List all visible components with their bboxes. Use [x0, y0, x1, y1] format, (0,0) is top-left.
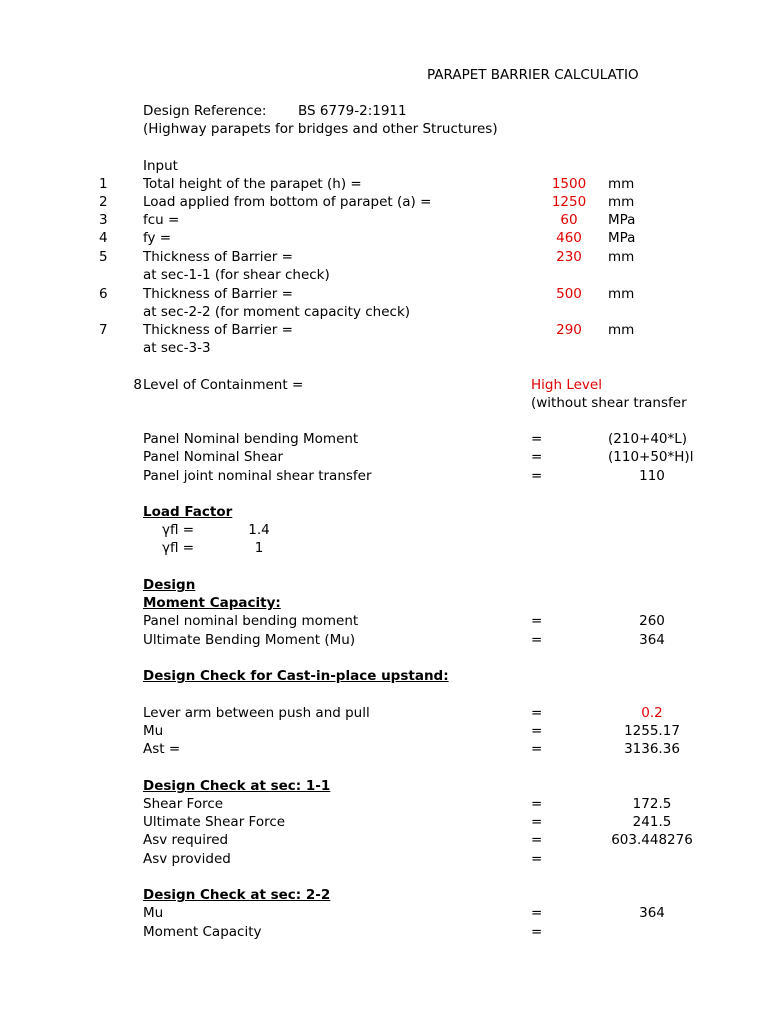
upstand-row-label: Mu — [143, 723, 164, 739]
sec11-row-equals: = — [531, 851, 543, 867]
input-row-value: 290 — [556, 322, 582, 338]
sec11-row-value: 241.5 — [632, 814, 672, 830]
input-row-number: 7 — [99, 322, 108, 338]
design-row-value: 260 — [639, 613, 665, 629]
input-row-unit: mm — [608, 286, 635, 302]
sec22-row-equals: = — [531, 905, 543, 921]
input-row-value: 460 — [556, 230, 582, 246]
design-reference-label: Design Reference: — [143, 103, 267, 119]
sec22-row-value: 364 — [639, 905, 665, 921]
sec22-row-label: Moment Capacity — [143, 924, 262, 940]
upstand-row-label: Lever arm between push and pull — [143, 705, 370, 721]
input-row-label: Thickness of Barrier = — [143, 322, 293, 338]
sec22-heading: Design Check at sec: 2-2 — [143, 887, 331, 903]
panel-row-label: Panel joint nominal shear transfer — [143, 468, 372, 484]
input-row-value: 1500 — [551, 176, 587, 192]
design-reference-note: (Highway parapets for bridges and other Structures) — [143, 121, 498, 137]
sec11-row-equals: = — [531, 796, 543, 812]
load-factor-label: γfl = — [162, 522, 195, 538]
moment-capacity-heading: Moment Capacity: — [143, 595, 281, 611]
sec11-row-equals: = — [531, 832, 543, 848]
input-row-label: Load applied from bottom of parapet (a) = — [143, 194, 432, 210]
input-row-label: fcu = — [143, 212, 180, 228]
design-row-value: 364 — [639, 632, 665, 648]
input-row-label: Thickness of Barrier = — [143, 249, 293, 265]
load-factor-value: 1.4 — [248, 522, 270, 538]
sec11-row-label: Shear Force — [143, 796, 224, 812]
upstand-row-equals: = — [531, 705, 543, 721]
input-row-value: 230 — [556, 249, 582, 265]
input-row-unit: MPa — [608, 230, 636, 246]
input-row-number: 3 — [99, 212, 108, 228]
input-row-number: 2 — [99, 194, 108, 210]
design-row-label: Ultimate Bending Moment (Mu) — [143, 632, 356, 648]
input-row-sublabel: at sec-2-2 (for moment capacity check) — [143, 304, 411, 320]
load-factor-value: 1 — [254, 540, 264, 556]
page-title: PARAPET BARRIER CALCULATIO — [427, 67, 639, 83]
input-row-sublabel: at sec-3-3 — [143, 340, 211, 356]
design-row-equals: = — [531, 632, 543, 648]
containment-label: Level of Containment = — [143, 377, 304, 393]
sec11-heading: Design Check at sec: 1-1 — [143, 778, 331, 794]
panel-row-equals: = — [531, 431, 543, 447]
input-row-label: fy = — [143, 230, 172, 246]
sec11-row-equals: = — [531, 814, 543, 830]
input-row-value: 60 — [560, 212, 578, 228]
input-row-label: Thickness of Barrier = — [143, 286, 293, 302]
input-row-unit: mm — [608, 176, 635, 192]
upstand-row-equals: = — [531, 723, 543, 739]
sec11-row-value: 172.5 — [632, 796, 672, 812]
input-row-unit: MPa — [608, 212, 636, 228]
sec11-row-label: Ultimate Shear Force — [143, 814, 286, 830]
containment-number: 8 — [133, 377, 142, 393]
load-factor-heading: Load Factor — [143, 504, 233, 520]
panel-row-value: (210+40*L) — [608, 431, 688, 447]
input-row-number: 6 — [99, 286, 108, 302]
panel-row-equals: = — [531, 449, 543, 465]
input-row-label: Total height of the parapet (h) = — [143, 176, 362, 192]
upstand-row-equals: = — [531, 741, 543, 757]
sec11-row-label: Asv provided — [143, 851, 231, 867]
input-row-value: 500 — [556, 286, 582, 302]
input-row-unit: mm — [608, 249, 635, 265]
load-factor-label: γfl = — [162, 540, 195, 556]
input-row-unit: mm — [608, 194, 635, 210]
panel-row-equals: = — [531, 468, 543, 484]
input-row-value: 1250 — [551, 194, 587, 210]
input-row-number: 1 — [99, 176, 108, 192]
upstand-row-value: 3136.36 — [624, 741, 680, 757]
panel-row-label: Panel Nominal bending Moment — [143, 431, 359, 447]
design-row-equals: = — [531, 613, 543, 629]
input-row-number: 5 — [99, 249, 108, 265]
design-row-label: Panel nominal bending moment — [143, 613, 359, 629]
sec11-row-label: Asv required — [143, 832, 229, 848]
sec22-row-equals: = — [531, 924, 543, 940]
sec11-row-value: 603.448276 — [611, 832, 693, 848]
upstand-row-label: Ast = — [143, 741, 181, 757]
panel-row-value: (110+50*H)l — [608, 449, 694, 465]
containment-note: (without shear transfer — [531, 395, 687, 411]
upstand-heading: Design Check for Cast-in-place upstand: — [143, 668, 449, 684]
design-reference-value: BS 6779-2:1911 — [298, 103, 407, 119]
containment-value: High Level — [531, 377, 602, 393]
input-row-number: 4 — [99, 230, 108, 246]
design-heading: Design — [143, 577, 196, 593]
upstand-row-value: 0.2 — [641, 705, 663, 721]
input-row-unit: mm — [608, 322, 635, 338]
input-row-sublabel: at sec-1-1 (for shear check) — [143, 267, 330, 283]
panel-row-value: 110 — [639, 468, 665, 484]
upstand-row-value: 1255.17 — [624, 723, 680, 739]
sec22-row-label: Mu — [143, 905, 164, 921]
input-heading: Input — [143, 158, 178, 174]
panel-row-label: Panel Nominal Shear — [143, 449, 284, 465]
